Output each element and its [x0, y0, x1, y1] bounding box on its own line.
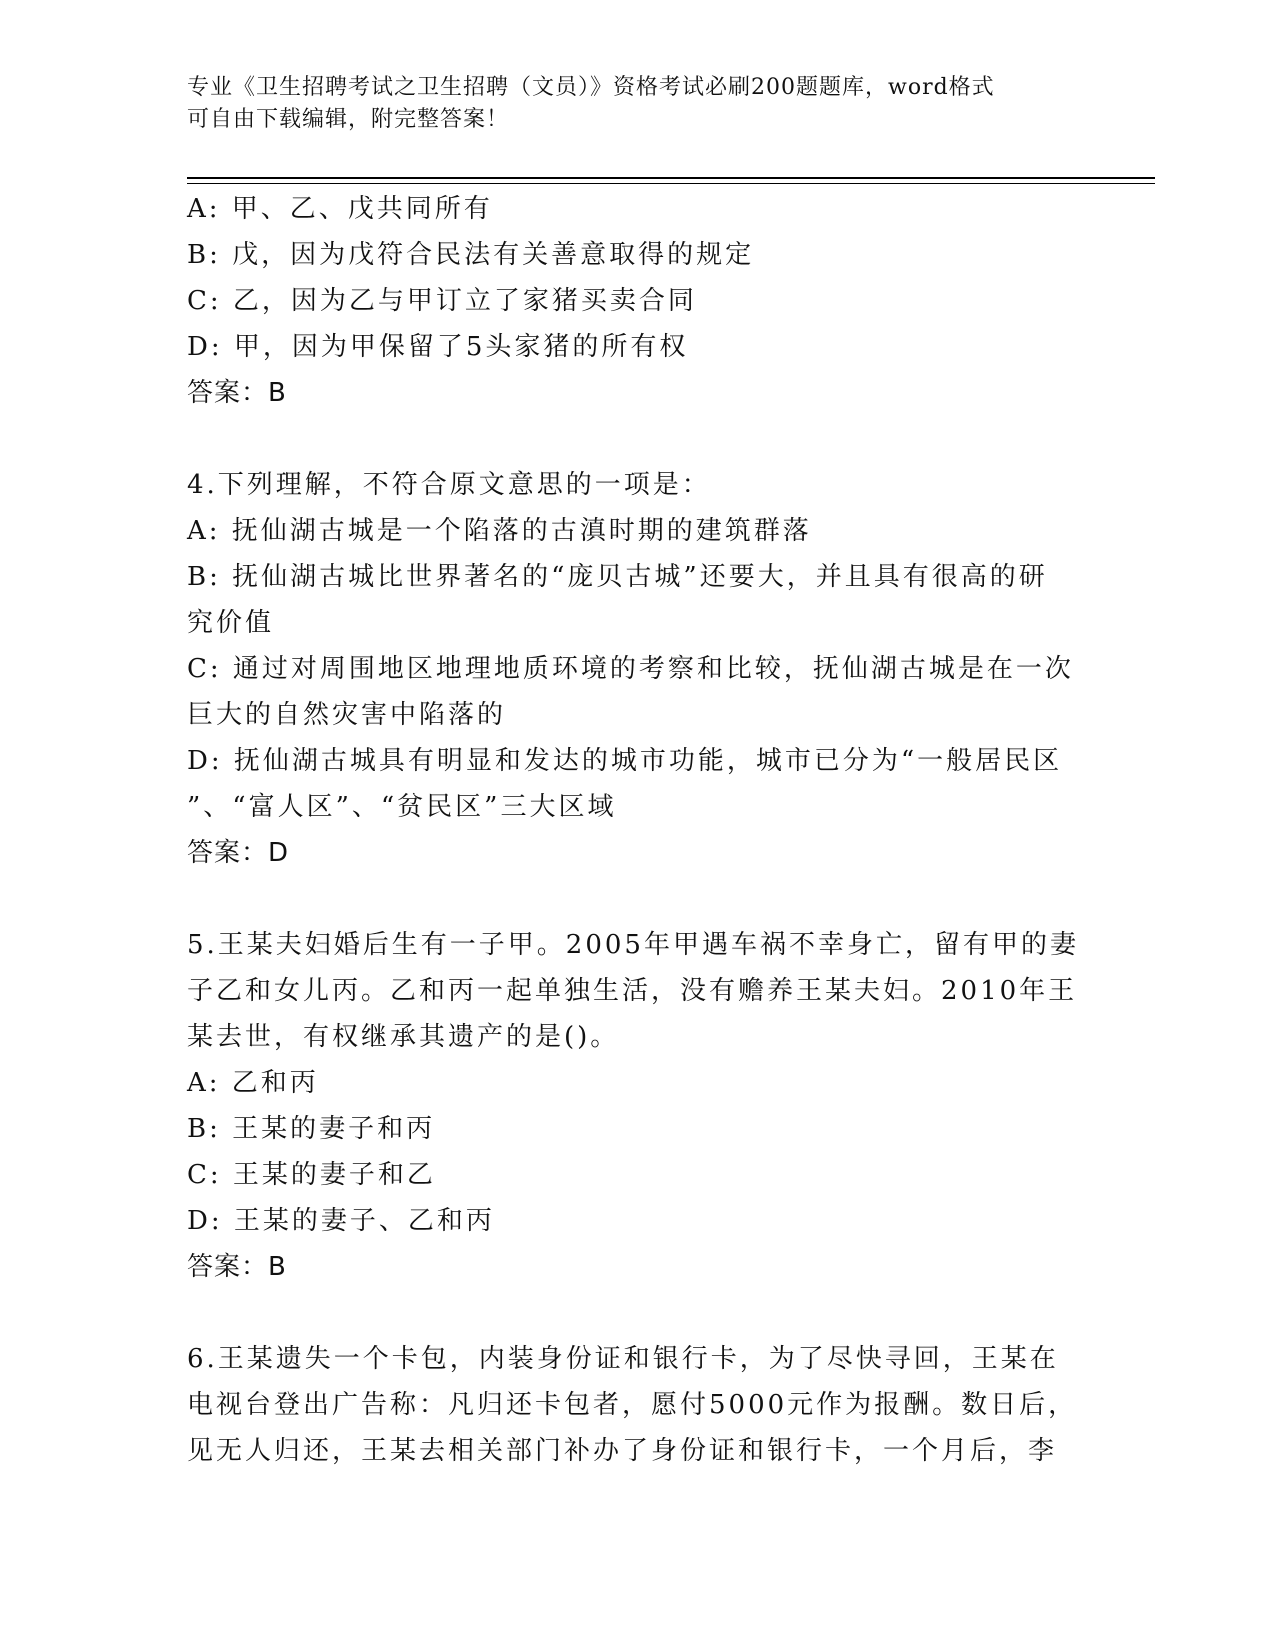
- q5-question-line-3: 某去世，有权继承其遗产的是()。: [187, 1022, 620, 1052]
- header-rule-thick: [187, 177, 1155, 179]
- spacer: [187, 416, 1077, 462]
- q5-option-d: D: 王某的妻子、乙和丙: [187, 1206, 495, 1236]
- q4-option-b-line-1: B: 抚仙湖古城比世界著名的“庞贝古城”还要大，并且具有很高的研: [187, 562, 1048, 592]
- q6-question-line-3: 见无人归还，王某去相关部门补办了身份证和银行卡，一个月后，李: [187, 1436, 1058, 1466]
- header-line-1: 专业《卫生招聘考试之卫生招聘（文员）》资格考试必刷200题题库，word格式: [187, 75, 995, 100]
- q3-option-c: C: 乙，因为乙与甲订立了家猪买卖合同: [187, 286, 697, 316]
- spacer: [187, 876, 1077, 922]
- q6-question-line-1: 6.王某遗失一个卡包，内装身份证和银行卡，为了尽快寻回，王某在: [187, 1344, 1059, 1374]
- q4-answer: 答案：D: [187, 838, 290, 868]
- q4-question: 4.下列理解，不符合原文意思的一项是：: [187, 470, 711, 500]
- q5-option-b: B: 王某的妻子和丙: [187, 1114, 436, 1144]
- q4-option-d-line-2: ”、“富人区”、“贫民区”三大区域: [187, 792, 617, 822]
- q3-option-b: B: 戊，因为戊符合民法有关善意取得的规定: [187, 240, 755, 270]
- q5-option-a: A: 乙和丙: [187, 1068, 319, 1098]
- q5-question-line-2: 子乙和女儿丙。乙和丙一起单独生活，没有赡养王某夫妇。2010年王: [187, 976, 1078, 1006]
- q4-option-c-line-1: C: 通过对周围地区地理地质环境的考察和比较，抚仙湖古城是在一次: [187, 654, 1074, 684]
- header-line-2: 可自由下载编辑，附完整答案！: [187, 107, 510, 132]
- question-5: [187, 922, 1077, 1290]
- question-4: [187, 462, 1077, 876]
- q5-question-line-1: 5.王某夫妇婚后生有一子甲。2005年甲遇车祸不幸身亡，留有甲的妻: [187, 930, 1079, 960]
- document-body: [187, 186, 1077, 1474]
- q4-option-c-line-2: 巨大的自然灾害中陷落的: [187, 700, 507, 730]
- header-rule-thin: [187, 183, 1155, 184]
- question-6: [187, 1336, 1077, 1474]
- q4-option-a: A: 抚仙湖古城是一个陷落的古滇时期的建筑群落: [187, 516, 812, 546]
- q5-option-c: C: 王某的妻子和乙: [187, 1160, 436, 1190]
- document-header: [187, 72, 1067, 136]
- q4-option-d-line-1: D: 抚仙湖古城具有明显和发达的城市功能，城市已分为“一般居民区: [187, 746, 1063, 776]
- q5-answer: 答案：B: [187, 1252, 287, 1282]
- q3-option-d: D: 甲，因为甲保留了5头家猪的所有权: [187, 332, 689, 362]
- q4-option-b-line-2: 究价值: [187, 608, 275, 638]
- q3-answer: 答案：B: [187, 378, 287, 408]
- spacer: [187, 1290, 1077, 1336]
- question-3: [187, 186, 1077, 416]
- q6-question-line-2: 电视台登出广告称：凡归还卡包者，愿付5000元作为报酬。数日后，: [187, 1390, 1078, 1420]
- q3-option-a: A: 甲、乙、戊共同所有: [187, 194, 493, 224]
